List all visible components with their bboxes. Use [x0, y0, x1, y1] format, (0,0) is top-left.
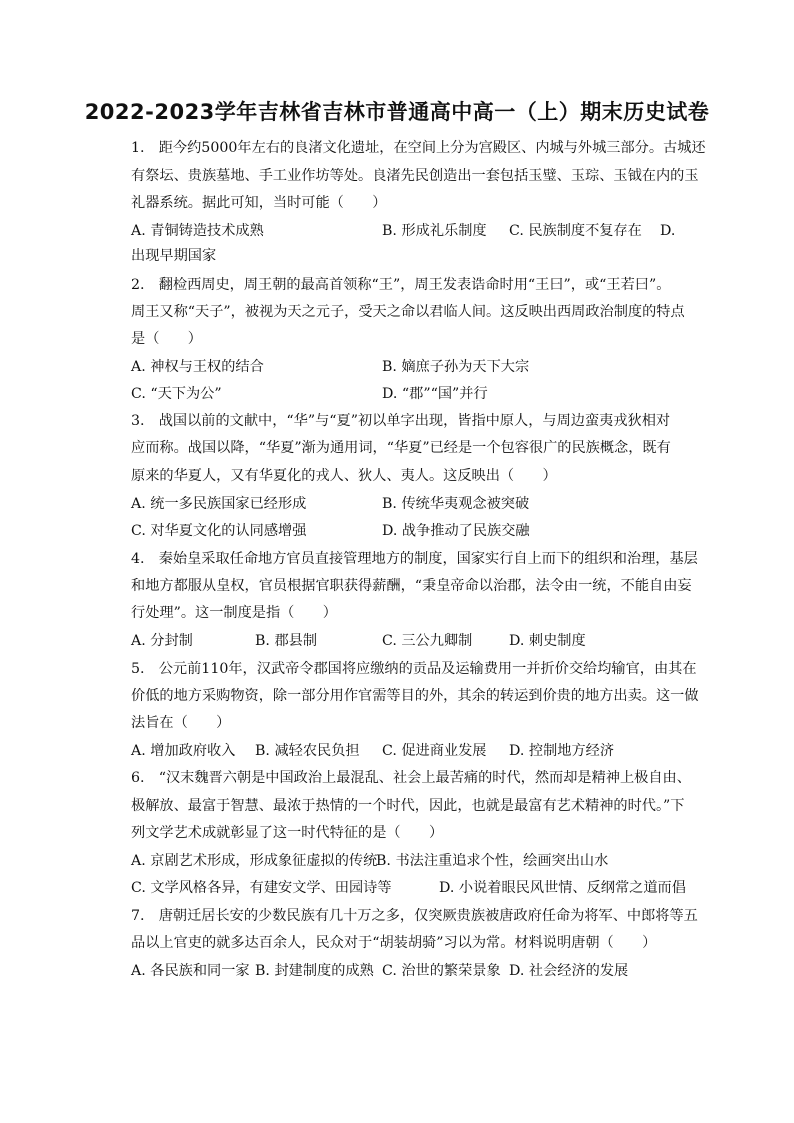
- question-4-option-a: A. 分封制: [131, 633, 193, 649]
- question-6-line-1: 6. “汉末魏晋六朝是中国政治上最混乱、社会上最苦痛的时代，然而却是精神上极自由、: [131, 770, 691, 786]
- question-2-line-3: 是（ ）: [131, 331, 202, 347]
- question-2-option-b: B. 嫡庶子孙为天下大宗: [382, 359, 530, 375]
- question-7-option-c: C. 治世的繁荣景象: [382, 963, 501, 979]
- question-4-option-c: C. 三公九卿制: [382, 633, 473, 649]
- question-4-option-b: B. 郡县制: [255, 633, 318, 649]
- question-1-option-d-text: 出现早期国家: [131, 248, 217, 264]
- question-4-line-2: 和地方都服从皇权，官员根据官职获得薪酬，“秉皇帝命以治郡，法令由一统，不能自由妄: [131, 578, 692, 594]
- question-3-option-a: A. 统一多民族国家已经形成: [131, 496, 307, 512]
- question-6-option-b: B. 书法注重追求个性，绘画突出山水: [376, 853, 609, 869]
- question-4-option-d: D. 刺史制度: [509, 633, 586, 649]
- question-7-line-1: 7. 唐朝迁居长安的少数民族有几十万之多，仅突厥贵族被唐政府任命为将军、中郎将等五: [131, 908, 698, 924]
- question-4-line-3: 行处理”。这一制度是指（ ）: [131, 605, 337, 621]
- question-6-line-2: 极解放、最富于智慧、最浓于热情的一个时代，因此，也就是最富有艺术精神的时代。”下: [131, 798, 685, 814]
- question-1-line-2: 有祭坛、贵族墓地、手工业作坊等处。良渚先民创造出一套包括玉璧、玉琮、玉钺在内的玉: [131, 168, 699, 184]
- question-2-option-d: D. “郡”“国”并行: [382, 386, 488, 402]
- question-7-option-a: A. 各民族和同一家: [131, 963, 250, 979]
- question-2-line-1: 2. 翻检西周史，周王朝的最高首领称“王”，周王发表诰命时用“王曰”，或“王若曰”。: [131, 277, 671, 293]
- question-5-line-2: 价低的地方采购物资，除一部分用作官需等目的外，其余的转运到价贵的地方出卖。这一做: [131, 688, 699, 704]
- question-7-option-d: D. 社会经济的发展: [509, 963, 629, 979]
- question-1-option-a: A. 青铜铸造技术成熟: [131, 223, 264, 239]
- question-5-option-d: D. 控制地方经济: [509, 743, 615, 759]
- question-5-line-3: 法旨在（ ）: [131, 715, 231, 731]
- question-3-option-b: B. 传统华夷观念被突破: [382, 496, 530, 512]
- question-2-option-a: A. 神权与王权的结合: [131, 359, 264, 375]
- question-1-option-b: B. 形成礼乐制度: [382, 223, 487, 239]
- question-4-line-1: 4. 秦始皇采取任命地方官员直接管理地方的制度，国家实行自上而下的组织和治理，基层: [131, 551, 698, 567]
- question-5-option-b: B. 减轻农民负担: [255, 743, 360, 759]
- question-1-option-c: C. 民族制度不复存在: [509, 223, 642, 239]
- question-3-option-c: C. 对华夏文化的认同感增强: [131, 523, 307, 539]
- question-3-line-2: 应而称。战国以降，“华夏”渐为通用词，“华夏”已经是一个包容很广的民族概念，既有: [131, 440, 671, 456]
- question-1-line-3: 礼器系统。据此可知，当时可能（ ）: [131, 195, 387, 211]
- question-3-line-1: 3. 战国以前的文献中，“华”与“夏”初以单字出现，皆指中原人，与周边蛮夷戎狄相对: [131, 413, 671, 429]
- question-6-option-a: A. 京剧艺术形成，形成象征虚拟的传统: [131, 853, 378, 869]
- question-7-option-b: B. 封建制度的成熟: [255, 963, 374, 979]
- question-5-option-c: C. 促进商业发展: [382, 743, 487, 759]
- question-1-option-d: D.: [660, 223, 676, 239]
- question-5-option-a: A. 增加政府收入: [131, 743, 236, 759]
- question-2-line-2: 周王又称“天子”，被视为天之元子，受天之命以君临人间。这反映出西周政治制度的特点: [131, 304, 685, 320]
- question-3-option-d: D. 战争推动了民族交融: [382, 523, 530, 539]
- question-5-line-1: 5. 公元前110年，汉武帝令郡国将应缴纳的贡品及运输费用一并折价交给均输官，由其在: [131, 661, 697, 677]
- question-3-line-3: 原来的华夏人，又有华夏化的戎人、狄人、夷人。这反映出（ ）: [131, 468, 557, 484]
- question-7-line-2: 品以上官吏的就多达百余人，民众对于“胡装胡骑”习以为常。材料说明唐朝（ ）: [131, 935, 657, 951]
- question-6-option-d: D. 小说着眼民风世情、反纲常之道而倡: [439, 880, 686, 896]
- page-title: 2022-2023学年吉林省吉林市普通高中高一（上）期末历史试卷: [84, 100, 710, 124]
- question-2-option-c: C. “天下为公”: [131, 386, 222, 402]
- question-1-line-1: 1. 距今约5000年左右的良渚文化遗址，在空间上分为宫殿区、内城与外城三部分。古城还: [131, 140, 706, 156]
- question-6-line-3: 列文学艺术成就彰显了这一时代特征的是（ ）: [131, 825, 444, 841]
- question-6-option-c: C. 文学风格各异，有建安文学、田园诗等: [131, 880, 392, 896]
